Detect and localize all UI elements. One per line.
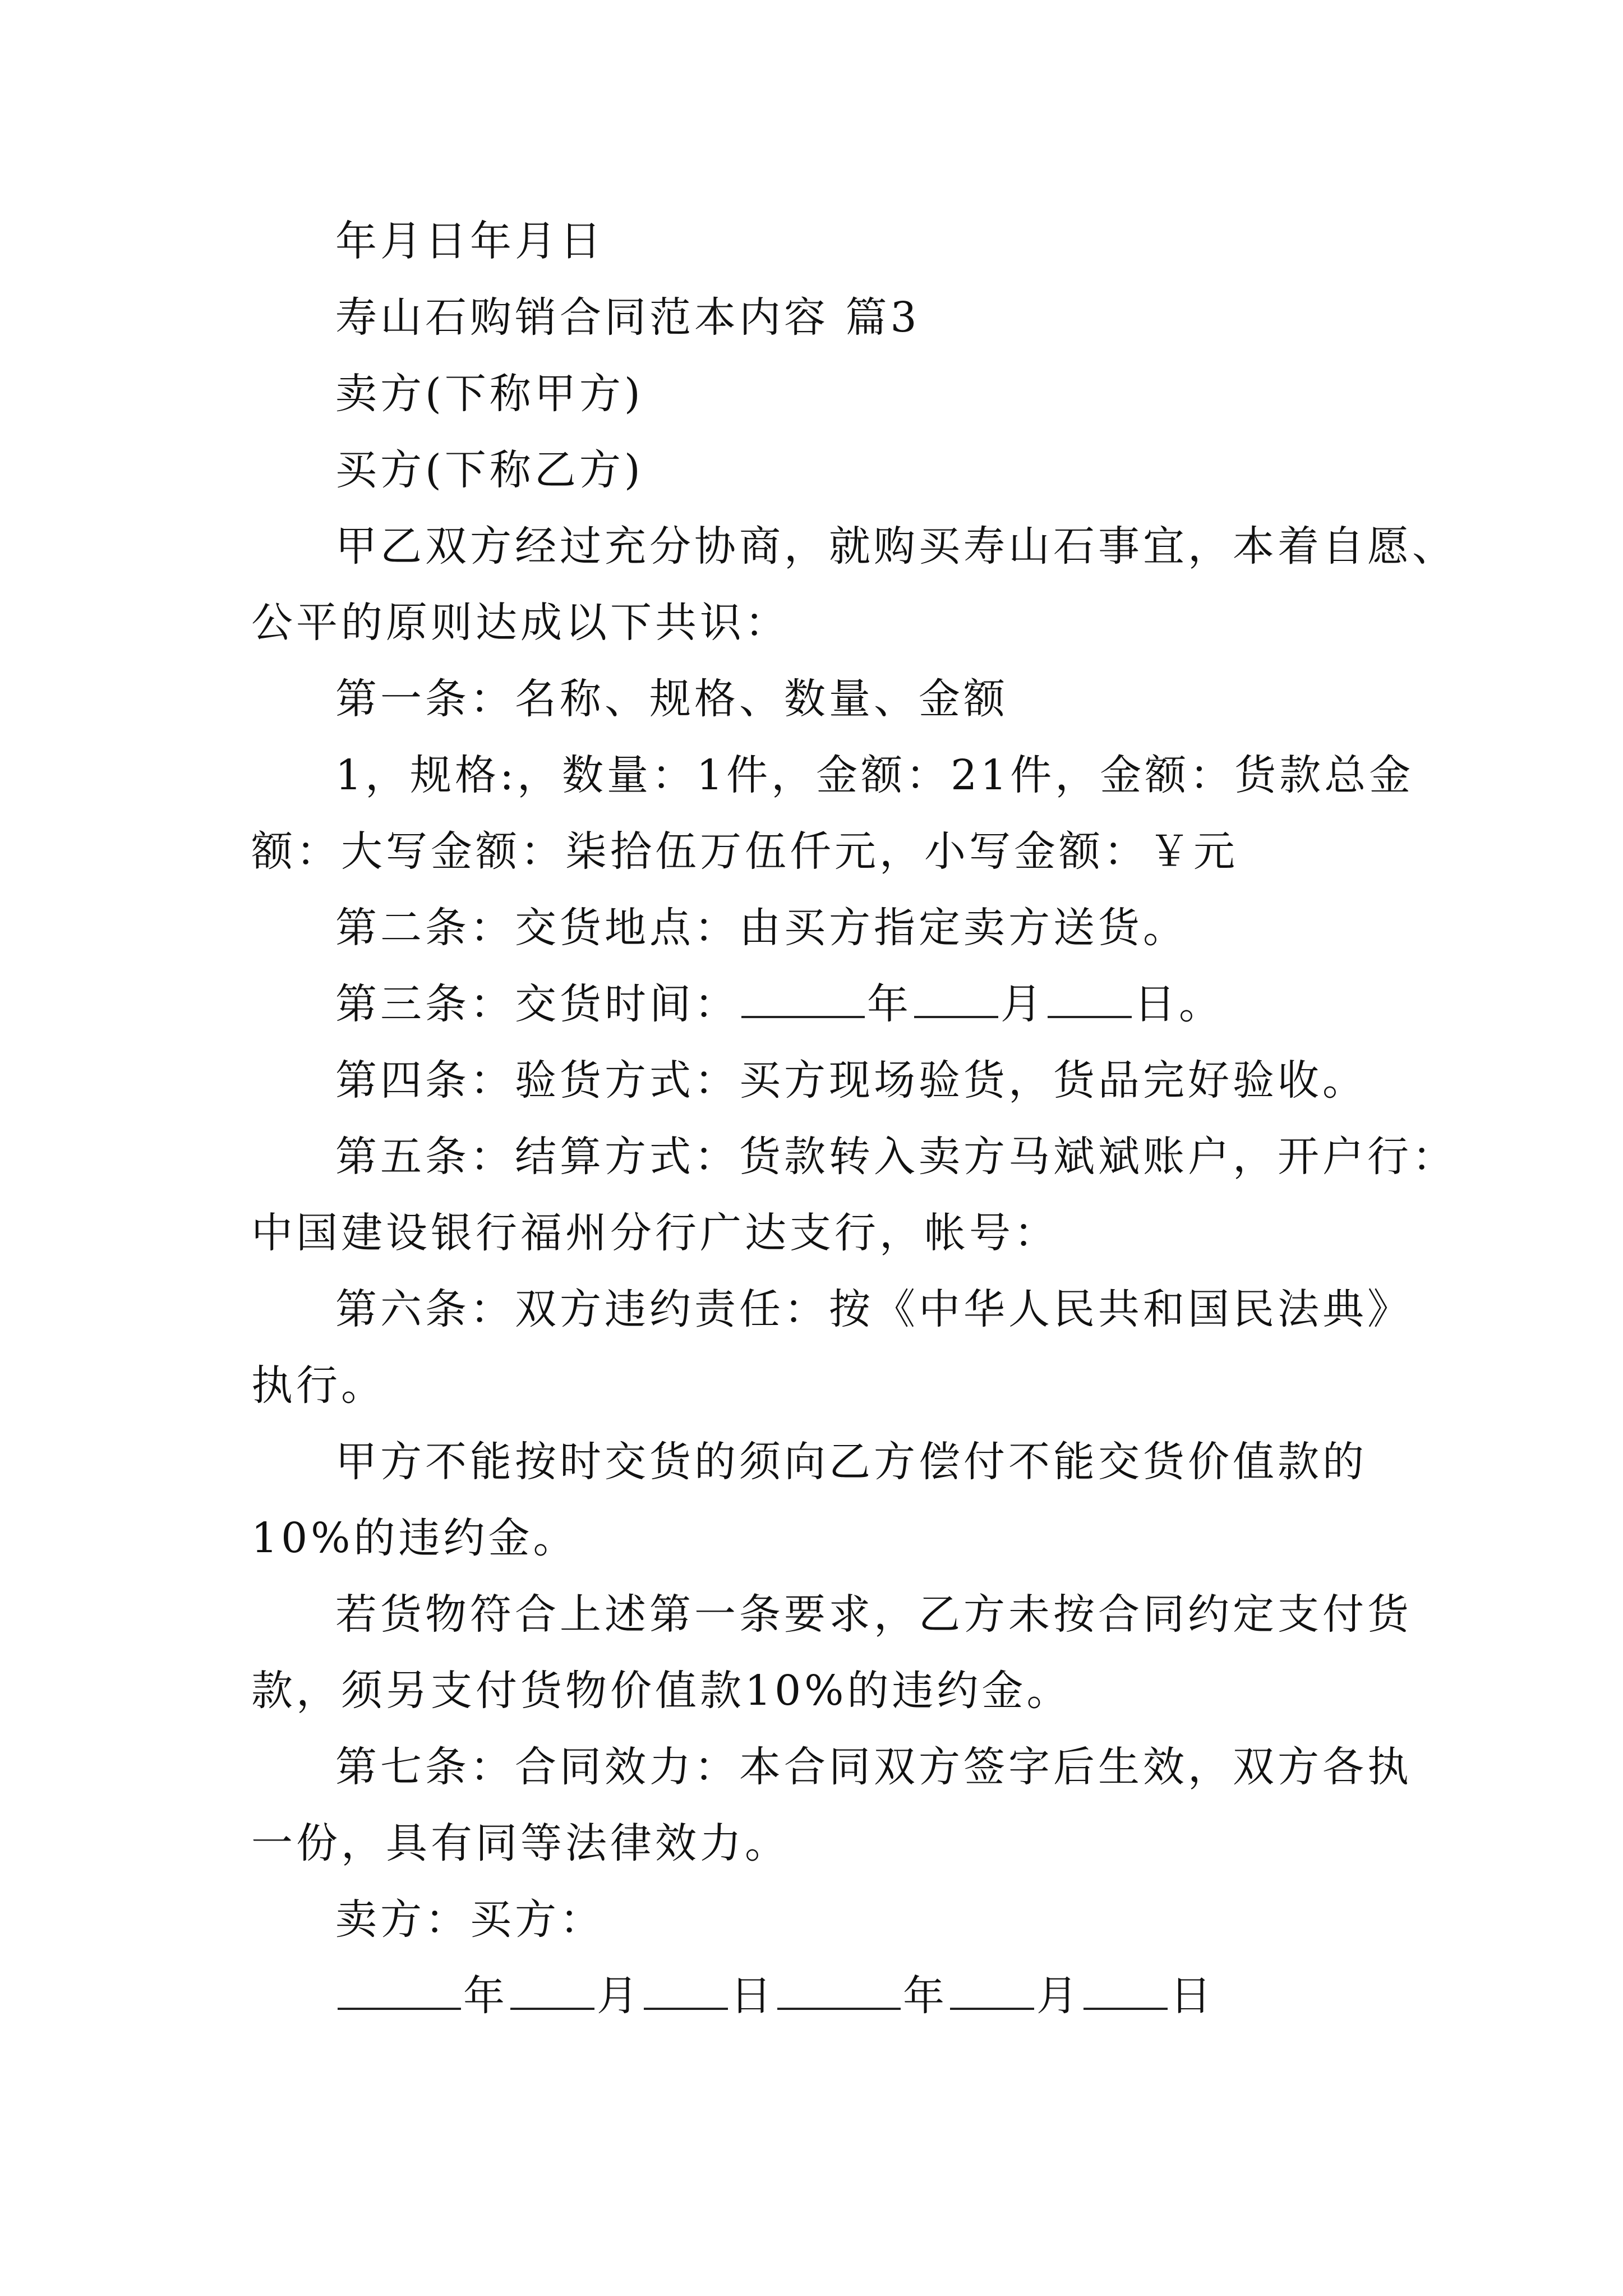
article-1-detail-line-2: 额：大写金额：柒拾伍万伍仟元，小写金额：￥元 — [251, 827, 1238, 876]
buyer-day-label: 日 — [1170, 1972, 1215, 2020]
article-2: 第二条：交货地点：由买方指定卖方送货。 — [335, 904, 1188, 952]
penalty-seller-line-1: 甲方不能按时交货的须向乙方偿付不能交货价值款的 — [335, 1438, 1367, 1486]
signature-parties: 卖方：买方： — [335, 1895, 605, 1944]
year-label: 年 — [867, 980, 912, 1028]
seller-month-blank — [510, 1972, 594, 2010]
section-title: 寿山石购销合同范本内容 篇3 — [335, 293, 920, 342]
seller-year-blank — [338, 1972, 461, 2010]
buyer-line: 买方(下称乙方) — [335, 446, 644, 494]
penalty-buyer-line-1: 若货物符合上述第一条要求，乙方未按合同约定支付货 — [335, 1590, 1412, 1639]
month-label: 月 — [1000, 980, 1045, 1028]
year-blank — [741, 980, 865, 1018]
paragraph-intro-line-2: 公平的原则达成以下共识： — [251, 599, 790, 647]
date-line-top: 年月日年月日 — [335, 217, 605, 265]
day-label: 日。 — [1134, 980, 1224, 1028]
seller-month-label: 月 — [597, 1972, 642, 2020]
article-6-line-1: 第六条：双方违约责任：按《中华人民共和国民法典》 — [335, 1285, 1412, 1333]
article-3-label: 第三条：交货时间： — [335, 980, 739, 1028]
signature-dates — [335, 1968, 1215, 2024]
article-5-line-1: 第五条：结算方式：货款转入卖方马斌斌账户，开户行： — [335, 1133, 1457, 1181]
day-blank — [1048, 980, 1132, 1018]
article-3 — [335, 976, 1224, 1032]
article-1-heading: 第一条：名称、规格、数量、金额 — [335, 675, 1008, 723]
penalty-seller-line-2: 10%的违约金。 — [251, 1514, 578, 1562]
article-1-detail-line-1: 1，规格:，数量：1件，金额：21件，金额：货款总金 — [335, 751, 1414, 799]
article-7-line-1: 第七条：合同效力：本合同双方签字后生效，双方各执 — [335, 1743, 1412, 1791]
paragraph-intro-line-1: 甲乙双方经过充分协商，就购买寿山石事宜，本着自愿、 — [335, 522, 1457, 570]
month-blank — [914, 980, 998, 1018]
seller-day-blank — [644, 1972, 728, 2010]
buyer-year-label: 年 — [903, 1972, 948, 2020]
buyer-month-blank — [950, 1972, 1034, 2010]
article-4: 第四条：验货方式：买方现场验货，货品完好验收。 — [335, 1056, 1367, 1105]
buyer-month-label: 月 — [1036, 1972, 1081, 2020]
seller-day-label: 日 — [730, 1972, 775, 2020]
article-5-line-2: 中国建设银行福州分行广达支行，帐号： — [251, 1209, 1059, 1257]
seller-year-label: 年 — [463, 1972, 508, 2020]
buyer-day-blank — [1083, 1972, 1168, 2010]
buyer-year-blank — [777, 1972, 901, 2010]
seller-line: 卖方(下称甲方) — [335, 370, 644, 418]
penalty-buyer-line-2: 款，须另支付货物价值款10%的违约金。 — [251, 1667, 1072, 1715]
article-7-line-2: 一份，具有同等法律效力。 — [251, 1819, 790, 1867]
article-6-line-2: 执行。 — [251, 1361, 386, 1410]
